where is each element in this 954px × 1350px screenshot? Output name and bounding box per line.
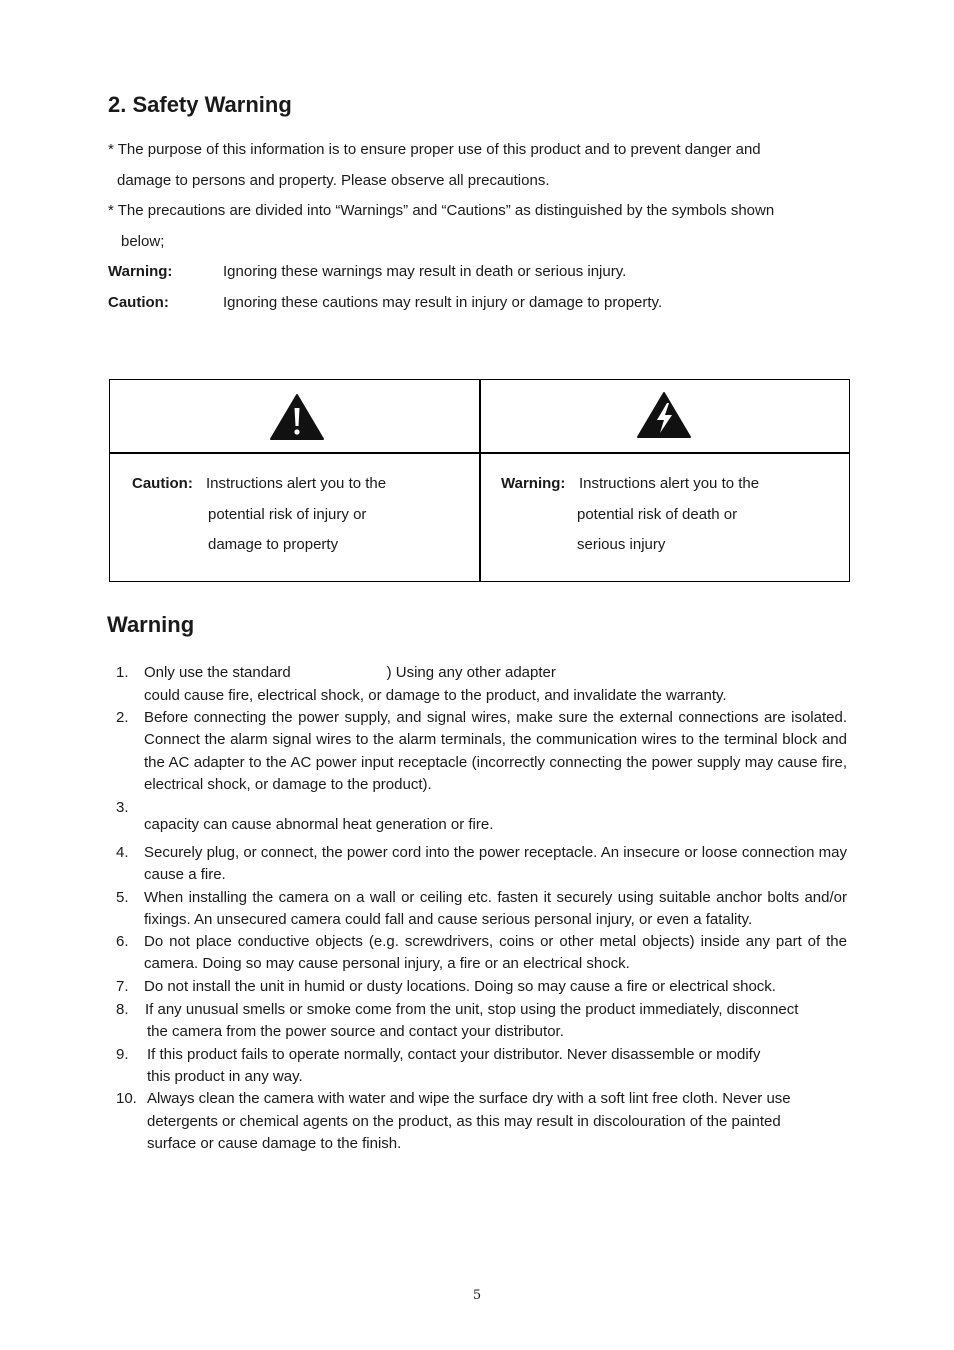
- definition-label-warning: Warning:: [108, 263, 173, 280]
- caution-cell-line: Instructions alert you to the: [206, 475, 387, 492]
- list-item-number: 3.: [116, 799, 129, 816]
- list-item: [116, 999, 848, 1045]
- list-item-number: 9.: [116, 1046, 129, 1063]
- list-item-number: 10.: [116, 1090, 137, 1107]
- list-item-line: Only use the standard ) Using any other adapter: [144, 664, 556, 681]
- list-item-line: this product in any way.: [147, 1068, 303, 1085]
- definition-label-caution: Caution:: [108, 294, 169, 311]
- definition-text-warning: Ignoring these warnings may result in death or serious injury.: [223, 263, 627, 280]
- list-item-text: Do not place conductive objects (e.g. screwdrivers, coins or other metal objects) inside any part of the camera. Doing so may cause personal injury, a fire or an electrical shock.: [144, 933, 847, 973]
- lightning-triangle-icon: [636, 391, 692, 439]
- intro-line: * The precautions are divided into “Warnings” and “Cautions” as distinguished by the symbols shown: [108, 202, 775, 219]
- caution-cell-label: Caution:: [132, 475, 193, 492]
- list-item: [116, 931, 848, 976]
- list-item-number: 7.: [116, 978, 129, 995]
- list-item-line: detergents or chemical agents on the product, as this may result in discolouration of the painted: [147, 1113, 781, 1130]
- caution-cell-line: potential risk of injury or: [208, 506, 367, 523]
- page-number: 5: [472, 1288, 482, 1303]
- list-item-line: If any unusual smells or smoke come from the unit, stop using the product immediately, disconnect: [145, 1001, 799, 1018]
- list-item-line: the camera from the power source and contact your distributor.: [147, 1023, 564, 1040]
- intro-line: damage to persons and property. Please observe all precautions.: [117, 172, 550, 189]
- intro-line: below;: [121, 233, 165, 250]
- list-item: [116, 662, 848, 708]
- list-item-number: 1.: [116, 664, 129, 681]
- list-item: [116, 1088, 848, 1158]
- list-item-number: 6.: [116, 933, 129, 950]
- warning-heading: Warning: [107, 612, 195, 637]
- list-item-line: If this product fails to operate normally, contact your distributor. Never disassemble or modify: [147, 1046, 761, 1063]
- list-item: [116, 842, 848, 887]
- list-item-text: Before connecting the power supply, and signal wires, make sure the external connections are isolated. Connect the alarm signal wires to the alarm terminals, the communication wires to the terminal block and the AC adapter to the AC power input receptacle (incorrectly connecting the power supply may cause fire, electrical shock, or damage to the product).: [144, 709, 847, 794]
- warning-cell-line: serious injury: [577, 536, 666, 553]
- table-divider-horizontal: [110, 452, 849, 454]
- section-heading: 2. Safety Warning: [108, 92, 292, 117]
- list-item-line: Always clean the camera with water and wipe the surface dry with a soft lint free cloth. Never use: [147, 1090, 791, 1107]
- table-divider-vertical: [479, 380, 481, 581]
- list-item-number: 4.: [116, 844, 129, 861]
- list-item-line: capacity can cause abnormal heat generation or fire.: [144, 816, 494, 833]
- list-item-number: 2.: [116, 709, 129, 726]
- list-item-line: surface or cause damage to the finish.: [147, 1135, 402, 1152]
- list-item-number: 5.: [116, 889, 129, 906]
- definition-text-caution: Ignoring these cautions may result in injury or damage to property.: [223, 294, 663, 311]
- list-item-text: Securely plug, or connect, the power cord into the power receptacle. An insecure or loose connection may cause a fire.: [144, 844, 847, 884]
- list-item-number: 8.: [116, 1001, 129, 1018]
- list-item: [116, 887, 848, 932]
- caution-cell-line: damage to property: [208, 536, 339, 553]
- list-item-text: When installing the camera on a wall or ceiling etc. fasten it securely using suitable anchor bolts and/or fixings. An unsecured camera could fall and cause serious personal injury, or even a fatality.: [144, 889, 847, 929]
- list-item: [116, 1044, 848, 1090]
- list-item: [116, 797, 848, 843]
- list-item-line: could cause fire, electrical shock, or damage to the product, and invalidate the warranty.: [144, 687, 727, 704]
- list-item-text: Do not install the unit in humid or dusty locations. Doing so may cause a fire or electrical shock.: [144, 978, 776, 995]
- intro-line: * The purpose of this information is to ensure proper use of this product and to prevent danger and: [108, 141, 761, 158]
- warning-cell-label: Warning:: [501, 475, 566, 492]
- symbol-table: [109, 379, 850, 582]
- warning-cell-line: Instructions alert you to the: [579, 475, 760, 492]
- warning-cell-line: potential risk of death or: [577, 506, 738, 523]
- list-item: [116, 707, 848, 797]
- exclamation-triangle-icon: [269, 393, 325, 441]
